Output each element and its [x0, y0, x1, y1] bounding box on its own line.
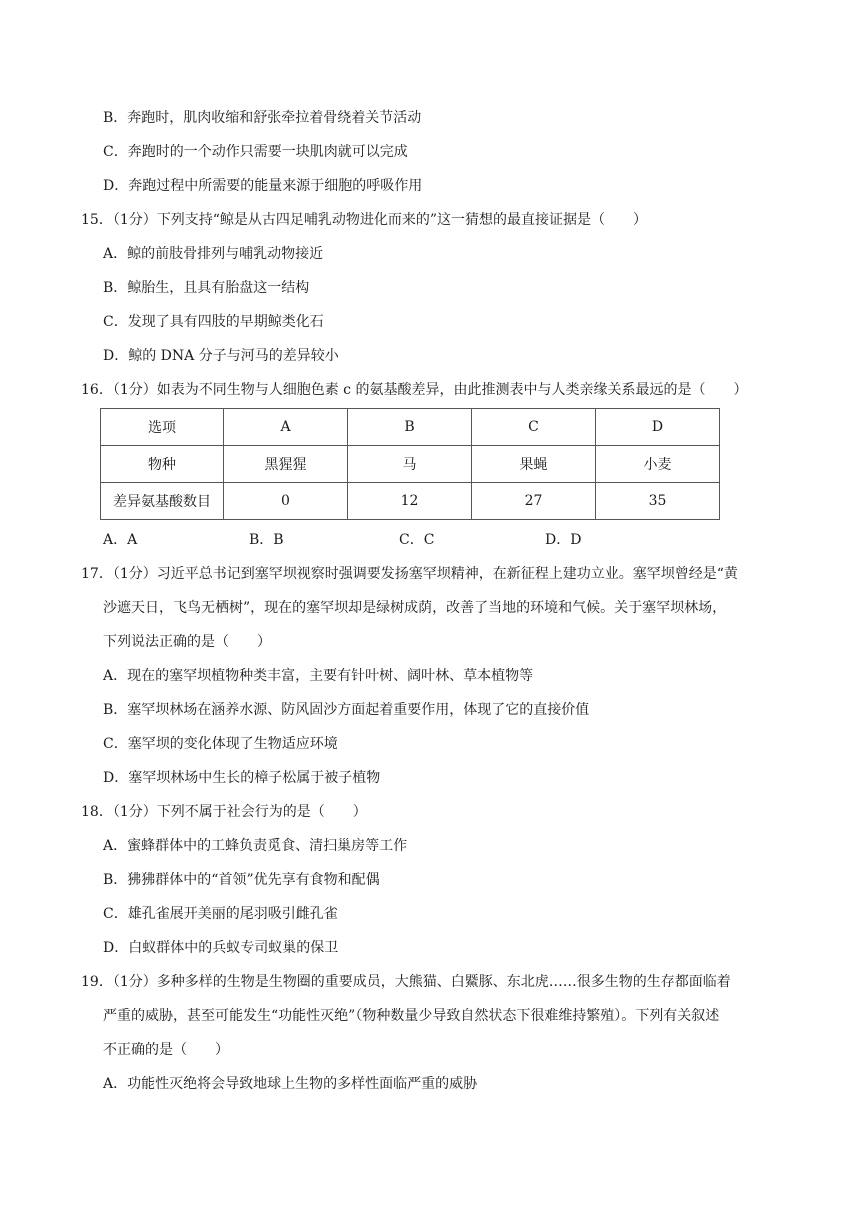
q14-option-c: C．奔跑时的一个动作只需要一块肌肉就可以完成 [103, 144, 408, 160]
table-cell: B [348, 409, 472, 446]
q19-option-a: A．功能性灭绝将会导致地球上生物的多样性面临严重的威胁 [103, 1076, 478, 1092]
table-cell: C [472, 409, 596, 446]
q17-option-d: D．塞罕坝林场中生长的樟子松属于被子植物 [103, 770, 381, 786]
table-cell: 果蝇 [472, 446, 596, 483]
q17-stem-line-3: 下列说法正确的是（ ） [103, 634, 271, 650]
q19-stem-line-2: 严重的威胁，甚至可能发生“功能性灭绝”（物种数量少导致自然状态下很难维持繁殖）。下列有关叙述 [103, 1008, 720, 1024]
table-cell: 35 [596, 483, 720, 520]
q18-option-a: A．蜜蜂群体中的工蜂负责觅食、清扫巢房等工作 [103, 838, 408, 854]
q15-option-b: B．鲸胎生，且具有胎盘这一结构 [103, 280, 310, 296]
q17-option-a: A．现在的塞罕坝植物种类丰富，主要有针叶树、阔叶林、草本植物等 [103, 668, 534, 684]
q18-stem: 18．（1分）下列不属于社会行为的是（ ） [81, 804, 367, 820]
q14-option-b: B．奔跑时，肌肉收缩和舒张牵拉着骨绕着关节活动 [103, 110, 422, 126]
q16-option-d: D．D [545, 532, 582, 548]
q15-option-c: C．发现了具有四肢的早期鲸类化石 [103, 314, 324, 330]
table-cell: 0 [224, 483, 348, 520]
q16-table [100, 408, 720, 520]
q18-option-d: D．白蚁群体中的兵蚁专司蚁巢的保卫 [103, 940, 339, 956]
table-cell: 物种 [101, 446, 224, 483]
table-cell: 马 [348, 446, 472, 483]
table-cell: A [224, 409, 348, 446]
q15-option-d: D．鲸的 DNA 分子与河马的差异较小 [103, 348, 339, 364]
q17-option-b: B．塞罕坝林场在涵养水源、防风固沙方面起着重要作用，体现了它的直接价值 [103, 702, 590, 718]
table-cell: 选项 [101, 409, 224, 446]
table-cell: 27 [472, 483, 596, 520]
q16-option-a: A．A [103, 532, 138, 548]
q17-stem-line-2: 沙遮天日，飞鸟无栖树”，现在的塞罕坝却是绿树成荫，改善了当地的环境和气候。关于塞罕坝林场， [103, 600, 727, 616]
table-cell: 黑猩猩 [224, 446, 348, 483]
q16-stem: 16．（1分）如表为不同生物与人细胞色素 c 的氨基酸差异，由此推测表中与人类亲缘关系最远的是（ ） [81, 382, 748, 398]
q16-option-b: B．B [249, 532, 284, 548]
table-cell: 小麦 [596, 446, 720, 483]
q17-option-c: C．塞罕坝的变化体现了生物适应环境 [103, 736, 338, 752]
q18-option-c: C．雄孔雀展开美丽的尾羽吸引雌孔雀 [103, 906, 338, 922]
table-row [101, 483, 720, 520]
q19-stem-line-3: 不正确的是（ ） [103, 1042, 229, 1058]
q15-stem: 15．（1分）下列支持“鲸是从古四足哺乳动物进化而来的”这一猜想的最直接证据是（ ） [81, 212, 648, 228]
q16-option-c: C．C [399, 532, 435, 548]
q19-stem-line-1: 19．（1分）多种多样的生物是生物圈的重要成员，大熊猫、白鱀豚、东北虎……很多生物的生存都面临着 [81, 974, 731, 990]
q18-option-b: B．狒狒群体中的“首领”优先享有食物和配偶 [103, 872, 380, 888]
table-cell: 差异氨基酸数目 [101, 483, 224, 520]
q15-option-a: A．鲸的前肢骨排列与哺乳动物接近 [103, 246, 324, 262]
table-row [101, 446, 720, 483]
table-cell: D [596, 409, 720, 446]
table-cell: 12 [348, 483, 472, 520]
q14-option-d: D．奔跑过程中所需要的能量来源于细胞的呼吸作用 [103, 178, 423, 194]
table-row [101, 409, 720, 446]
q17-stem-line-1: 17．（1分）习近平总书记到塞罕坝视察时强调要发扬塞罕坝精神，在新征程上建功立业。塞罕坝曾经是“黄 [81, 566, 738, 582]
